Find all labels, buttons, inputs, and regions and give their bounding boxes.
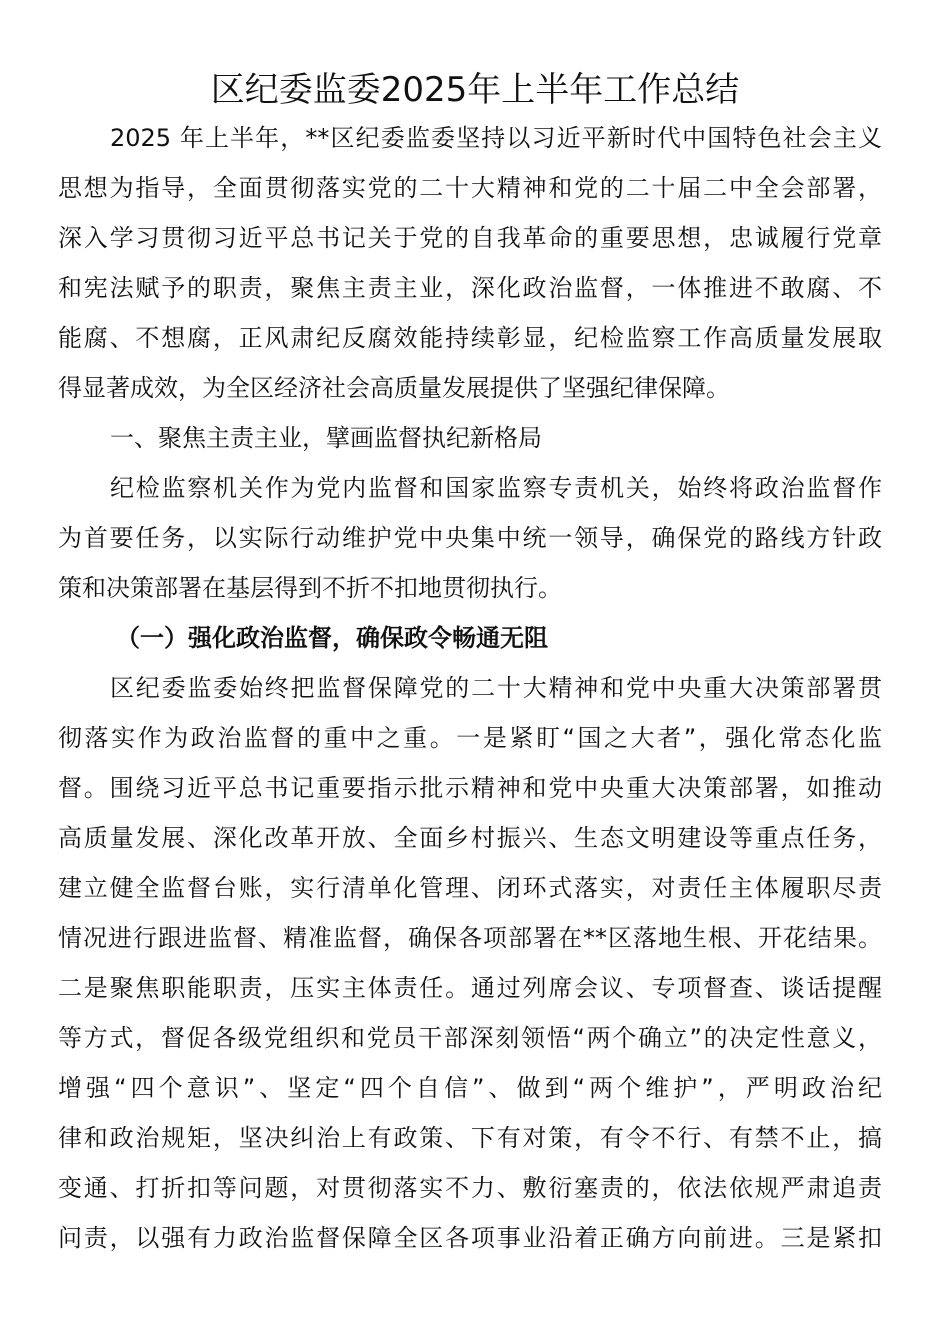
text-line: 思想为指导，全面贯彻落实党的二十大精神和党的二十届二中全会部署，: [58, 174, 882, 202]
text-line: 策和决策部署在基层得到不折不扣地贯彻执行。: [58, 574, 562, 602]
text-line: 能腐、不想腐，正风肃纪反腐效能持续彰显，纪检监察工作高质量发展取: [58, 324, 882, 352]
subsection-heading-1: （一）强化政治监督，确保政令畅通无阻: [116, 624, 548, 652]
text-line: 问责，以强有力政治监督保障全区各项事业沿着正确方向前进。三是紧扣: [58, 1224, 882, 1252]
paragraph-intro: [58, 113, 882, 413]
text-line: 高质量发展、深化改革开放、全面乡村振兴、生态文明建设等重点任务，: [58, 824, 882, 852]
text-line: 得显著成效，为全区经济社会高质量发展提供了坚强纪律保障。: [58, 374, 730, 402]
text-line: 建立健全监督台账，实行清单化管理、闭环式落实，对责任主体履职尽责: [58, 874, 882, 902]
text-line: 区纪委监委始终把监督保障党的二十大精神和党中央重大决策部署贯: [110, 674, 882, 702]
text-line: 督。围绕习近平总书记重要指示批示精神和党中央重大决策部署，如推动: [58, 774, 882, 802]
text-line: 增强“四个意识”、坚定“四个自信”、做到“两个维护”，严明政治纪: [58, 1074, 882, 1102]
text-line: 为首要任务，以实际行动维护党中央集中统一领导，确保党的路线方针政: [58, 524, 882, 552]
text-line: 律和政治规矩，坚决纠治上有政策、下有对策，有令不行、有禁不止，搞: [58, 1124, 882, 1152]
text-line: 情况进行跟进监督、精准监督，确保各项部署在**区落地生根、开花结果。: [58, 924, 882, 952]
text-line: 等方式，督促各级党组织和党员干部深刻领悟“两个确立”的决定性意义，: [58, 1024, 882, 1052]
text-line: 纪检监察机关作为党内监督和国家监察专责机关，始终将政治监督作: [110, 474, 882, 502]
paragraph-section-1: [58, 463, 882, 613]
text-line: 和宪法赋予的职责，聚焦主责主业，深化政治监督，一体推进不敢腐、不: [58, 274, 882, 302]
paragraph-subsection-1: [58, 663, 882, 1263]
document-body: [58, 113, 882, 1263]
text-line: 变通、打折扣等问题，对贯彻落实不力、敷衍塞责的，依法依规严肃追责: [58, 1174, 882, 1202]
text-line: 2025 年上半年，**区纪委监委坚持以习近平新时代中国特色社会主义: [110, 124, 882, 152]
text-line: 深入学习贯彻习近平总书记关于党的自我革命的重要思想，忠诚履行党章: [58, 224, 882, 252]
text-line: 二是聚焦职能职责，压实主体责任。通过列席会议、专项督查、谈话提醒: [58, 974, 882, 1002]
section-heading-1: 一、聚焦主责主业，擘画监督执纪新格局: [110, 424, 542, 452]
text-line: 彻落实作为政治监督的重中之重。一是紧盯“国之大者”，强化常态化监: [58, 724, 882, 752]
document-title: 区纪委监委2025年上半年工作总结: [210, 70, 740, 110]
